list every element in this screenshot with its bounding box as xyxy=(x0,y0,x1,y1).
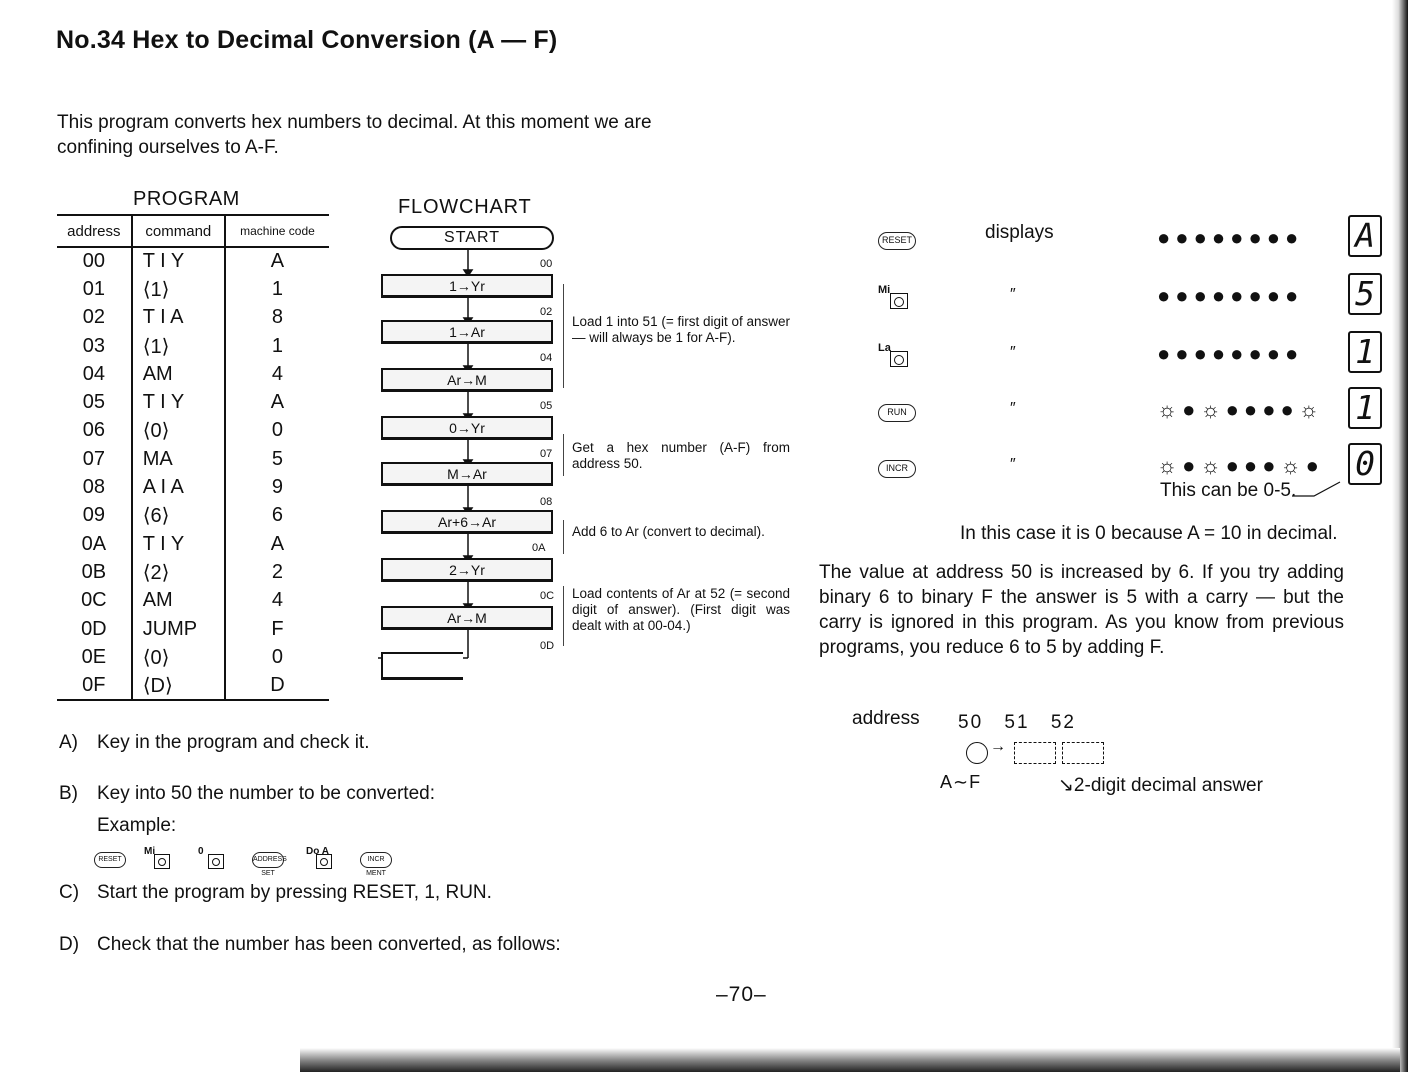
key-0-icon: 0 xyxy=(198,846,228,874)
range-note-pointer xyxy=(1292,478,1352,500)
display-row xyxy=(860,216,1390,266)
led-dots: ●●●●●●●● xyxy=(1157,225,1304,250)
flowchart-process-box: M→Ar xyxy=(381,462,553,486)
row-command: T I Y xyxy=(132,530,225,558)
seven-segment-digit: 1 xyxy=(1348,387,1382,429)
reset-key-icon: RESET xyxy=(94,852,126,868)
row-address: 04 xyxy=(57,360,132,388)
row-machine-code: 8 xyxy=(271,306,284,329)
note-bracket xyxy=(563,284,564,388)
key-5-icon: Mi xyxy=(878,284,914,314)
incr-key-icon: INCR xyxy=(878,460,916,478)
row-address: 01 xyxy=(57,275,132,303)
key-5-icon: Mi xyxy=(144,846,174,874)
row-machine-code: 5 xyxy=(271,447,284,470)
column-header-machine-code: machine code xyxy=(225,215,329,247)
program-heading: PROGRAM xyxy=(133,188,240,210)
memory-input-range: A∼F xyxy=(940,772,982,792)
row-command: T I Y xyxy=(132,247,225,275)
row-address: 05 xyxy=(57,388,132,416)
right-arrow-icon: → xyxy=(990,738,1006,755)
row-machine-code: 0 xyxy=(271,645,284,668)
row-machine-code: 1 xyxy=(271,334,284,357)
flowchart-address-label: 00 xyxy=(540,258,553,270)
program-row xyxy=(57,275,329,303)
program-row xyxy=(57,671,329,699)
example-key-sequence xyxy=(94,846,414,876)
row-address: 02 xyxy=(57,304,132,332)
ditto-mark: ″ xyxy=(1010,456,1016,473)
ditto-mark: ″ xyxy=(1010,286,1016,303)
flowchart-process-box: Ar→M xyxy=(381,606,553,630)
row-machine-code: 4 xyxy=(271,589,284,612)
row-command: ⟨1⟩ xyxy=(132,332,225,360)
row-address: 0D xyxy=(57,615,132,643)
seven-segment-digit: 1 xyxy=(1348,331,1382,373)
note-bracket xyxy=(563,434,564,476)
memory-answer-cell-52 xyxy=(1062,742,1104,764)
display-row xyxy=(860,388,1390,438)
row-command: JUMP xyxy=(132,615,225,643)
row-machine-code: 2 xyxy=(271,560,284,583)
flowchart-address-label: 05 xyxy=(540,400,553,412)
program-row xyxy=(57,388,329,416)
step-b: B) Key into 50 the number to be converted: xyxy=(59,783,435,804)
row-address: 09 xyxy=(57,502,132,530)
note-bracket xyxy=(563,586,564,646)
display-row xyxy=(860,332,1390,382)
page-title: No.34 Hex to Decimal Conversion (A — F) xyxy=(56,26,558,54)
reset-key-icon: RESET xyxy=(878,232,916,250)
memory-input-cell xyxy=(966,742,988,764)
row-address: 0C xyxy=(57,587,132,615)
row-machine-code: A xyxy=(270,532,285,555)
seven-segment-digit: 5 xyxy=(1348,273,1382,315)
row-machine-code: 1 xyxy=(271,277,284,300)
row-command: T I A xyxy=(132,304,225,332)
row-command: AM xyxy=(132,587,225,615)
page-number: –70– xyxy=(716,983,767,1006)
flowchart-address-label: 0D xyxy=(540,640,555,652)
key-a-icon: Do A xyxy=(306,846,336,874)
flowchart-note-2: Get a hex number (A-F) from address 50. xyxy=(572,440,790,471)
led-dots: ●●●●●●●● xyxy=(1157,341,1304,366)
program-row xyxy=(57,247,329,275)
memory-answer-cell-51 xyxy=(1014,742,1056,764)
row-address: 03 xyxy=(57,332,132,360)
flowchart-process-box xyxy=(381,652,463,680)
row-machine-code: A xyxy=(270,391,285,414)
value-paragraph: The value at address 50 is increased by 6. If you try adding binary 6 to binary F the answer is 5 with a carry — but the carry is ignored in this program. As you know from previous programs, you reduce 6 to 5 by adding F. xyxy=(819,562,1344,658)
row-address: 00 xyxy=(57,247,132,275)
row-address: 08 xyxy=(57,473,132,501)
flowchart-start: START xyxy=(390,226,554,250)
flowchart-address-label: 07 xyxy=(540,448,553,460)
row-command: T I Y xyxy=(132,388,225,416)
program-row xyxy=(57,530,329,558)
flowchart-process-box: 2→Yr xyxy=(381,558,553,582)
row-command: ⟨D⟩ xyxy=(132,671,225,699)
flowchart-note-1: Load 1 into 51 (= first digit of answer — will always be 1 for A-F). xyxy=(572,314,790,345)
led-dots: ●●●●●●●● xyxy=(1157,283,1304,308)
example-label: Example: xyxy=(97,815,177,836)
led-dots: ☼●☼●●●☼● xyxy=(1157,453,1324,478)
display-row xyxy=(860,274,1390,324)
ditto-mark: ″ xyxy=(1010,400,1016,417)
flowchart-address-label: 0C xyxy=(540,590,555,602)
row-command: ⟨6⟩ xyxy=(132,502,225,530)
program-row xyxy=(57,502,329,530)
program-row xyxy=(57,445,329,473)
case-note: In this case it is 0 because A = 10 in decimal. xyxy=(960,523,1338,544)
scan-edge-bottom xyxy=(300,1048,1400,1072)
row-command: A I A xyxy=(132,473,225,501)
row-command: ⟨0⟩ xyxy=(132,643,225,671)
program-row xyxy=(57,643,329,671)
memory-answer-label: ↘2-digit decimal answer xyxy=(1058,775,1263,796)
row-machine-code: 9 xyxy=(271,476,284,499)
program-row xyxy=(57,587,329,615)
increment-key-icon: INCR MENT xyxy=(360,852,392,868)
program-row xyxy=(57,473,329,501)
row-command: ⟨1⟩ xyxy=(132,275,225,303)
led-dots: ☼●☼●●●●☼ xyxy=(1157,397,1324,422)
flowchart-address-label: 02 xyxy=(540,306,553,318)
address-set-key-icon: ADDRESS SET xyxy=(252,852,284,868)
flowchart-address-label: 08 xyxy=(540,496,553,508)
row-address: 07 xyxy=(57,445,132,473)
step-c: C) Start the program by pressing RESET, 1, RUN. xyxy=(59,882,492,903)
intro-paragraph: This program converts hex numbers to decimal. At this moment we are confining ourselves to A-F. xyxy=(57,112,652,158)
seven-segment-digit: 0 xyxy=(1348,443,1382,485)
row-machine-code: 0 xyxy=(271,419,284,442)
run-key-icon: RUN xyxy=(878,404,916,422)
key-1-icon: La xyxy=(878,342,914,372)
row-machine-code: F xyxy=(271,617,284,640)
row-command: ⟨0⟩ xyxy=(132,417,225,445)
flowchart-heading: FLOWCHART xyxy=(398,196,532,218)
ditto-mark: ″ xyxy=(1010,344,1016,361)
program-row xyxy=(57,360,329,388)
flowchart-note-4: Load contents of Ar at 52 (= second digit of answer). (First digit was dealt with at 00-04.) xyxy=(572,586,790,633)
memory-address-label: address xyxy=(852,708,920,729)
flowchart-process-box: Ar→M xyxy=(381,368,553,392)
range-note: This can be 0-5. xyxy=(1160,480,1297,501)
row-machine-code: 4 xyxy=(271,362,284,385)
flowchart-process-box: 0→Yr xyxy=(381,416,553,440)
program-row xyxy=(57,304,329,332)
flowchart-process-box: 1→Yr xyxy=(381,274,553,298)
program-row xyxy=(57,558,329,586)
program-table xyxy=(57,214,329,701)
row-command: MA xyxy=(132,445,225,473)
note-bracket xyxy=(563,520,564,554)
row-address: 0B xyxy=(57,558,132,586)
step-a: A) Key in the program and check it. xyxy=(59,732,370,753)
step-d: D) Check that the number has been converted, as follows: xyxy=(59,934,561,955)
flowchart-note-3: Add 6 to Ar (convert to decimal). xyxy=(572,524,765,539)
scan-edge-right xyxy=(1392,0,1408,1072)
displays-label: displays xyxy=(985,222,1054,243)
column-header-address: address xyxy=(57,215,132,247)
flowchart-process-box: 1→Ar xyxy=(381,320,553,344)
row-address: 0A xyxy=(57,530,132,558)
column-header-command: command xyxy=(132,215,225,247)
row-command: AM xyxy=(132,360,225,388)
flowchart-address-label: 0A xyxy=(532,542,546,554)
seven-segment-digit: A xyxy=(1348,215,1382,257)
row-address: 0F xyxy=(57,671,132,699)
flowchart-process-box: Ar+6→Ar xyxy=(381,510,553,534)
row-machine-code: 6 xyxy=(271,504,284,527)
row-address: 0E xyxy=(57,643,132,671)
program-row xyxy=(57,615,329,643)
row-machine-code: D xyxy=(225,671,329,699)
program-row xyxy=(57,417,329,445)
row-address: 06 xyxy=(57,417,132,445)
flowchart-address-label: 04 xyxy=(540,352,553,364)
row-machine-code: A xyxy=(270,250,285,273)
memory-addresses: 50 51 52 xyxy=(958,712,1076,733)
row-command: ⟨2⟩ xyxy=(132,558,225,586)
program-row xyxy=(57,332,329,360)
